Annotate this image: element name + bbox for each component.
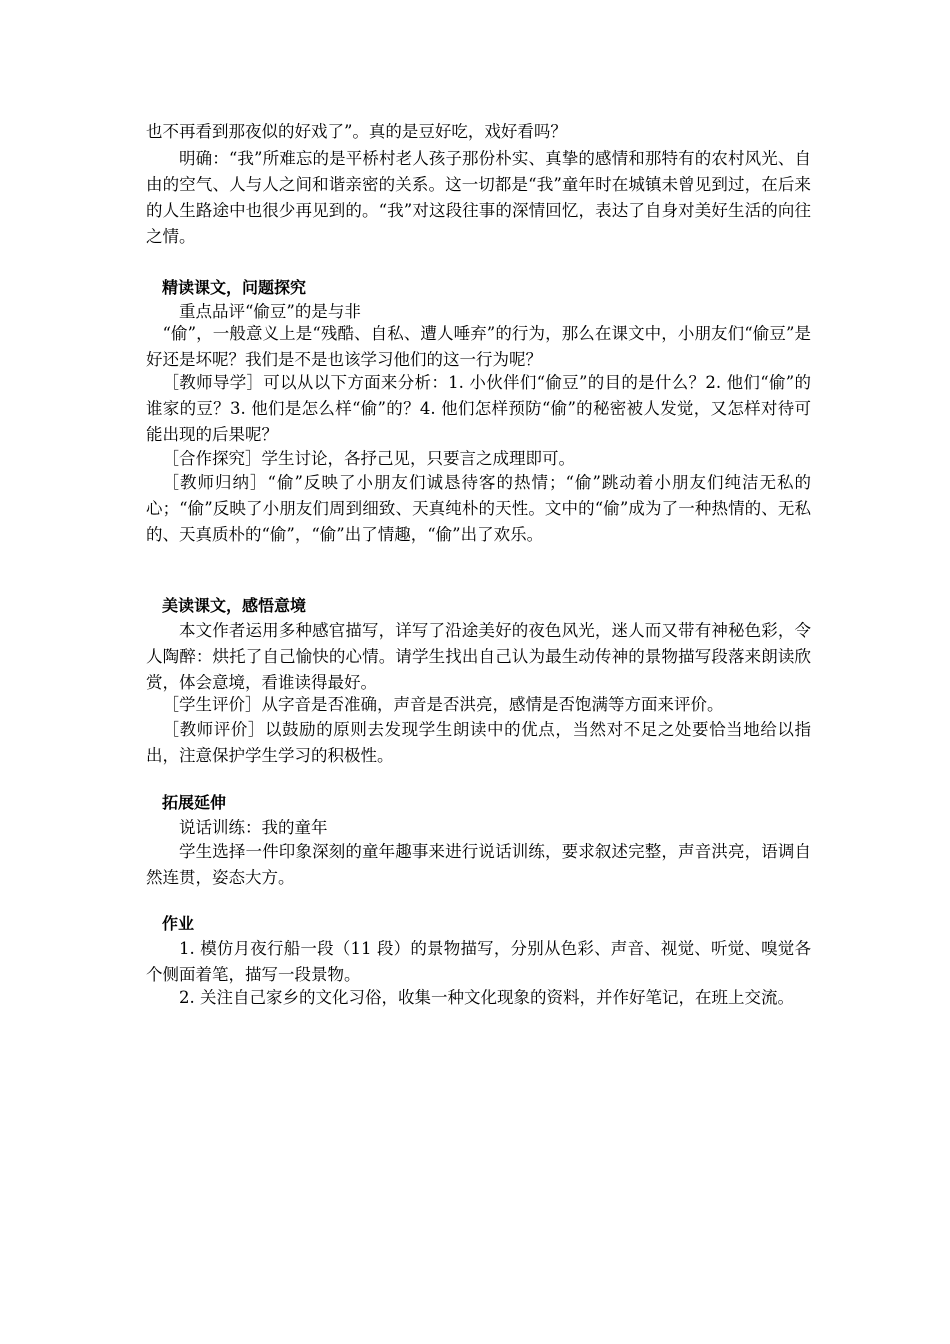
- paragraph-speaking-requirements: 学生选择一件印象深刻的童年趣事来进行说话训练，要求叙述完整，声音洪亮，语调自然连贯，姿态大方。: [146, 842, 811, 887]
- paragraph-sensory-description: 本文作者运用多种感官描写，详写了沿途美好的夜色风光，迷人而又带有神秘色彩，令人陶醉：烘托了自己愉快的心情。请学生找出自己认为最生动传神的景物描写段落来朗读欣赏，体会意境，看谁读得最好。: [146, 621, 811, 692]
- section-heading-beautiful-reading: 美读课文，感悟意境: [162, 596, 307, 615]
- paragraph-teacher-guide: ［教师导学］可以从以下方面来分析：1. 小伙伴们“偷豆”的目的是什么？2. 他们“偷”的谁家的豆？3. 他们是怎么样“偷”的？4. 他们怎样预防“偷”的秘密被人发觉，又怎样对待可能出现的后果呢？: [146, 373, 811, 444]
- section-heading-homework: 作业: [162, 914, 195, 933]
- paragraph-continuation: 也不再看到那夜似的好戏了”。真的是豆好吃，戏好看吗？: [146, 122, 567, 141]
- paragraph-speaking-training: 说话训练：我的童年: [179, 818, 328, 837]
- paragraph-homework-1: 1. 模仿月夜行船一段（11 段）的景物描写，分别从色彩、声音、视觉、听觉、嗅觉各个侧面着笔，描写一段景物。: [146, 939, 811, 984]
- paragraph-teacher-summary: ［教师归纳］“偷”反映了小朋友们诚恳待客的热情；“偷”跳动着小朋友们纯洁无私的心；“偷”反映了小朋友们周到细致、天真纯朴的天性。文中的“偷”成为了一种热情的、无私的、天真质朴的“偷”，“偷”出了情趣，“偷”出了欢乐。: [146, 473, 811, 544]
- paragraph-homework-2: 2. 关注自己家乡的文化习俗，收集一种文化现象的资料，并作好笔记，在班上交流。: [179, 988, 794, 1007]
- section-heading-extension: 拓展延伸: [162, 793, 227, 812]
- paragraph-teacher-evaluation: ［教师评价］以鼓励的原则去发现学生朗读中的优点，当然对不足之处要恰当地给以指出，注意保护学生学习的积极性。: [146, 720, 811, 765]
- paragraph-steal-meaning: “偷”，一般意义上是“残酷、自私、遭人唾弃”的行为，那么在课文中，小朋友们“偷豆”是好还是坏呢？我们是不是也该学习他们的这一行为呢？: [146, 324, 811, 369]
- paragraph-clarification: 明确：“我”所难忘的是平桥村老人孩子那份朴实、真挚的感情和那特有的农村风光、自由的空气、人与人之间和谐亲密的关系。这一切都是“我”童年时在城镇未曾见到过，在后来的人生路途中也很少再见到的。“我”对这段往事的深情回忆，表达了自身对美好生活的向往之情。: [146, 149, 811, 246]
- paragraph-student-evaluation: ［学生评价］从字音是否准确，声音是否洪亮，感情是否饱满等方面来评价。: [162, 695, 724, 714]
- paragraph-cooperative-inquiry: ［合作探究］学生讨论，各抒己见，只要言之成理即可。: [162, 449, 575, 468]
- paragraph-focus-topic: 重点品评“偷豆”的是与非: [179, 302, 361, 321]
- section-heading-close-reading: 精读课文，问题探究: [162, 278, 307, 297]
